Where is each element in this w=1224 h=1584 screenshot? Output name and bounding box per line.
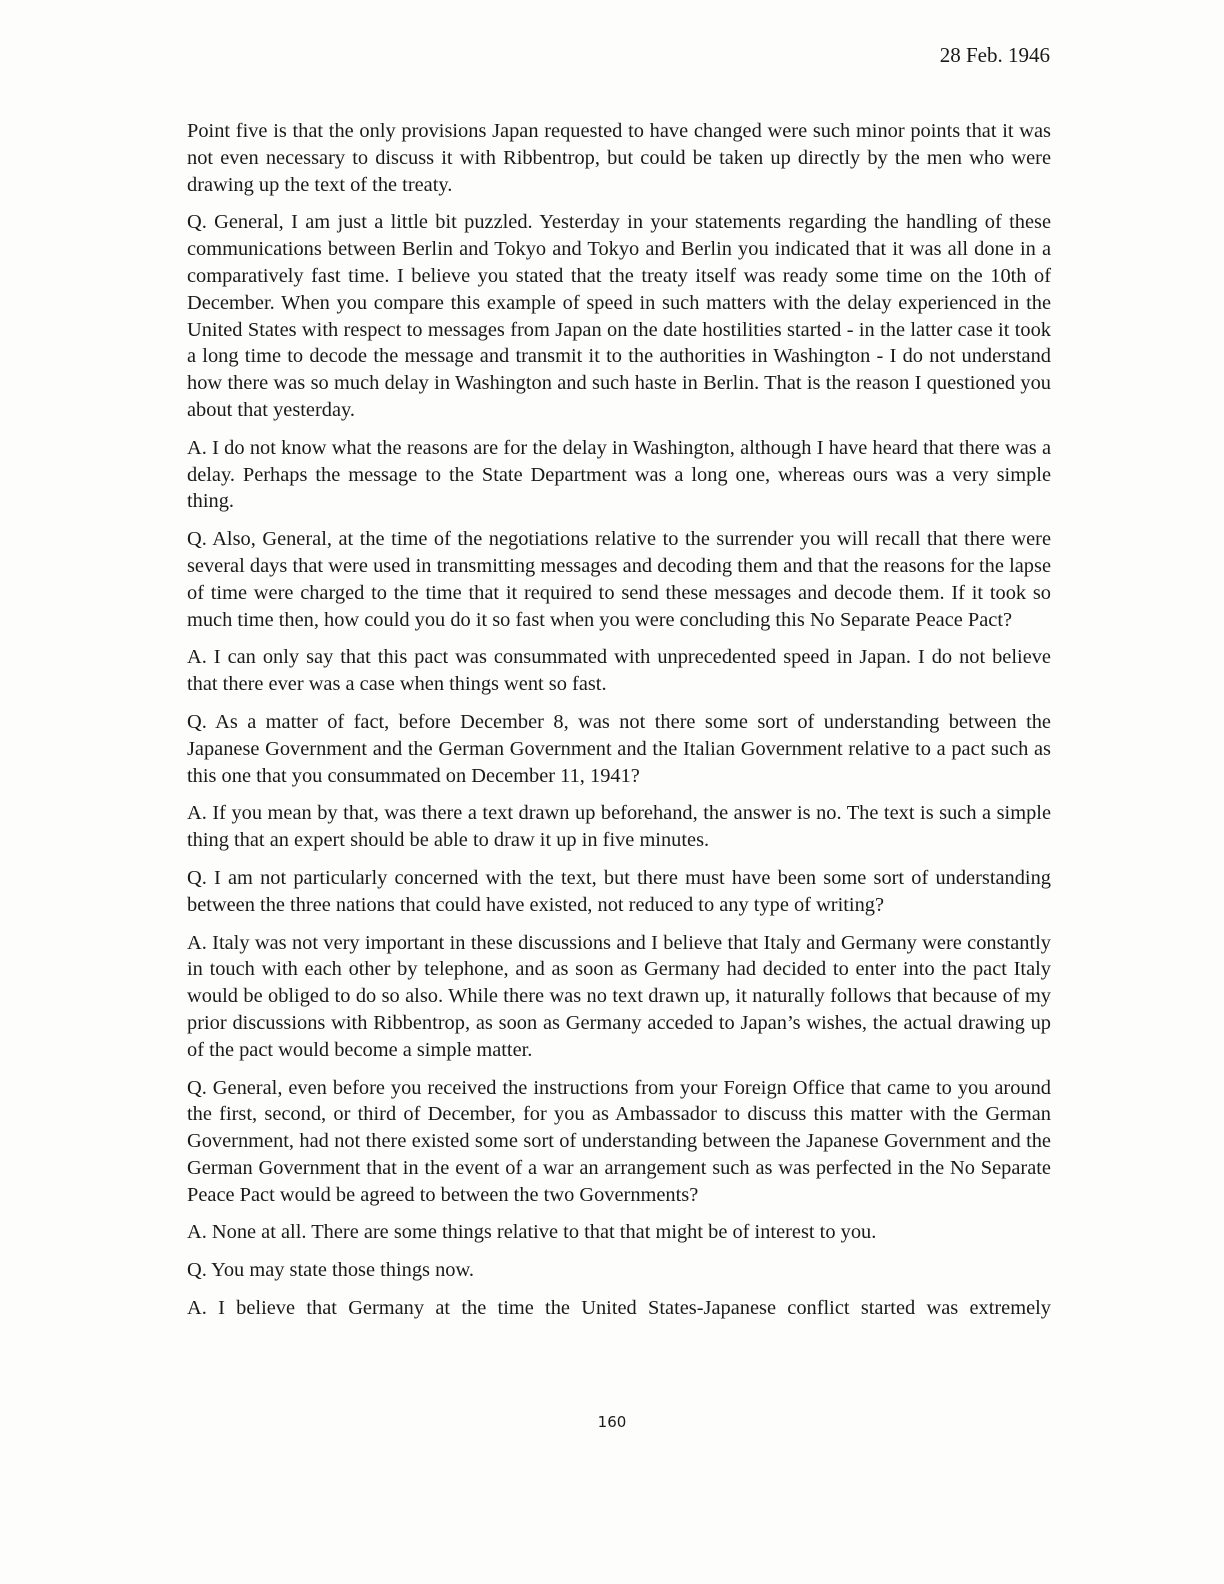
transcript-body xyxy=(187,118,1051,1333)
paragraph-answer: A. I can only say that this pact was consummated with unprecedented speed in Japan. I do not believe that there ever was a case when things went so fast. xyxy=(187,646,1051,696)
paragraph-question: Q. Also, General, at the time of the negotiations relative to the surrender you will recall that there were several days that were used in transmitting messages and decoding them and that the reasons for the lapse of time were charged to the time that it required to send these messages and decode them. If it took so much time then, how could you do it so fast when you were concluding this No Separate Peace Pact? xyxy=(187,528,1051,631)
paragraph-question: Q. General, even before you received the instructions from your Foreign Office that came to you around the first, second, or third of December, for you as Ambassador to discuss this matter with the German Government, had not there existed some sort of understanding between the Japanese Government and the German Government that in the event of a war an arrangement such as was perfected in the No Separate Peace Pact would be agreed to between the two Governments? xyxy=(187,1076,1051,1206)
paragraph-answer: A. I believe that Germany at the time the United States-Japanese conflict started was extremely xyxy=(187,1297,1051,1320)
paragraph-answer: A. I do not know what the reasons are for the delay in Washington, although I have heard that there was a delay. Perhaps the message to the State Department was a long one, whereas ours was a very simple thing. xyxy=(187,436,1051,513)
paragraph-question: Q. You may state those things now. xyxy=(187,1259,474,1282)
page-number: 160 xyxy=(597,1413,627,1431)
paragraph-answer: A. None at all. There are some things relative to that that might be of interest to you. xyxy=(187,1221,877,1244)
document-date: 28 Feb. 1946 xyxy=(939,43,1050,67)
paragraph-question: Q. I am not particularly concerned with the text, but there must have been some sort of understanding between the three nations that could have existed, not reduced to any type of writing? xyxy=(187,866,1051,916)
paragraph-answer: A. Italy was not very important in these discussions and I believe that Italy and Germany were constantly in touch with each other by telephone, and as soon as Germany had decided to enter into the pact Italy would be obliged to do so also. While there was no text drawn up, it naturally follows that because of my prior discussions with Ribbentrop, as soon as Germany acceded to Japan’s wishes, the actual drawing up of the pact would become a simple matter. xyxy=(187,931,1051,1061)
paragraph-question: Q. As a matter of fact, before December 8, was not there some sort of understanding between the Japanese Government and the German Government and the Italian Government relative to a pact such as this one that you consummated on December 11, 1941? xyxy=(187,710,1051,787)
paragraph-answer: A. If you mean by that, was there a text drawn up beforehand, the answer is no. The text is such a simple thing that an expert should be able to draw it up in five minutes. xyxy=(187,802,1051,852)
paragraph-question: Q. General, I am just a little bit puzzled. Yesterday in your statements regarding the handling of these communications between Berlin and Tokyo and Tokyo and Berlin you indicated that it was all done in a comparatively fast time. I believe you stated that the treaty itself was ready some time on the 10th of December. When you compare this example of speed in such matters with the delay experienced in the United States with respect to messages from Japan on the date hostilities started - in the latter case it took a long time to decode the message and transmit it to the authorities in Washington - I do not understand how there was so much delay in Washington and such haste in Berlin. That is the reason I questioned you about that yesterday. xyxy=(187,211,1051,421)
paragraph-statement: Point five is that the only provisions Japan requested to have changed were such minor points that it was not even necessary to discuss it with Ribbentrop, but could be taken up directly by the men who were drawing up the text of the treaty. xyxy=(187,120,1051,196)
